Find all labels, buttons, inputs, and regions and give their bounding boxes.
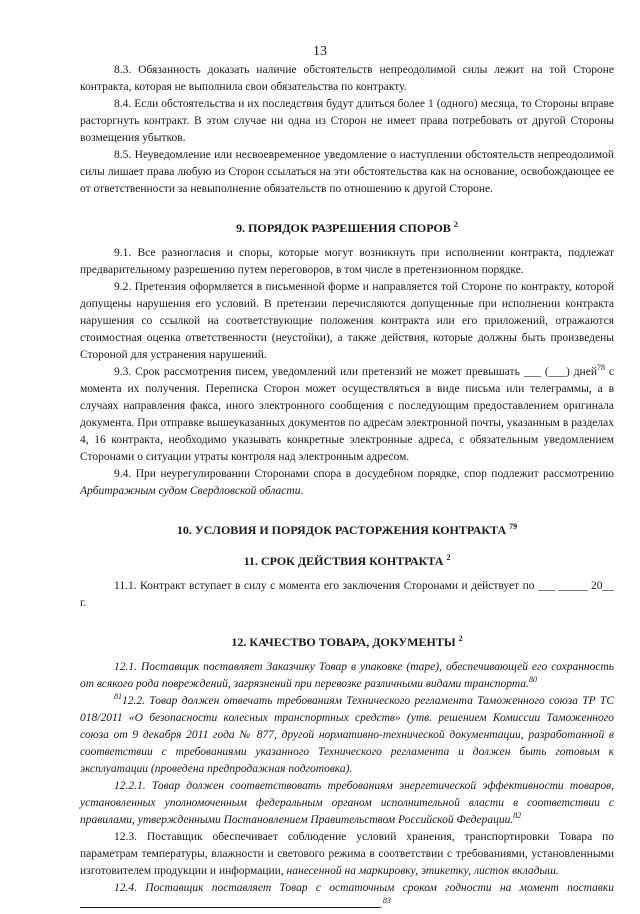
clause-12-4 (80, 880, 614, 914)
clause-12-2-text: 12.2. Товар должен отвечать требованиям Технического регламента Таможенного союза ТР ТС 018/2011 «О безопасности колесных транспортных средств» (утв. решением Комиссии Таможенного союза от 9 декабря 2011 года № 877, другой нормативно-технической документации, разработанной в соответствии с требованиями указанного Технического регламента и должен быть готовым к эксплуатации (проведена предпродажная подготовка). (80, 695, 614, 775)
section-9-title: 9. ПОРЯДОК РАЗРЕШЕНИЯ СПОРОВ (236, 221, 451, 235)
footnote-ref: 78 (596, 363, 605, 373)
clause-12-1 (80, 659, 614, 693)
court-name: Арбитражным судом Свердловской области (80, 485, 301, 497)
footnote-ref: 79 (509, 522, 518, 531)
footnote-ref: 82 (513, 811, 522, 821)
clause-12-1-text: 12.1. Поставщик поставляет Заказчику Товар в упаковке (таре), обеспечивающей его сохранность от всякого рода повреждений, загрязнений при перевозке различными видами транспорта. (80, 661, 614, 690)
footnote-ref: 2 (458, 634, 463, 643)
section-11-heading (80, 553, 614, 570)
clause-8-5: 8.5. Неуведомление или несвоевременное уведомление о наступлении обстоятельств непреодолимой силы лишает права любую из Сторон ссылаться на эти обстоятельства как на основание, освобождающее ее от ответственности за невыполнение обязательств по отношению к другой Стороне. (80, 149, 614, 195)
footnote-ref: 2 (446, 553, 451, 562)
clause-12-3 (80, 829, 614, 880)
section-10-heading (80, 522, 614, 539)
section-12-title: 12. КАЧЕСТВО ТОВАРА, ДОКУМЕНТЫ (231, 635, 456, 649)
fill-in-blank (80, 897, 380, 908)
page-number: 13 (313, 44, 327, 59)
clause-12-3-end: нанесенной на маркировку, этикетку, листок вкладыш. (286, 865, 559, 877)
footnote-ref: 83 (382, 896, 391, 906)
clause-9-3 (80, 364, 614, 466)
clause-12-3-start: 12.3. Поставщик обеспечивает соблюдение условий хранения, транспортировки Товара по параметрам температуры, влажности и светового режима в соответствии с требованиями, установленными изготовителем продукции и информации, (80, 831, 614, 877)
clause-9-1: 9.1. Все разногласия и споры, которые могут возникнуть при исполнении контракта, подлежат предварительному разрешению путем переговоров, в том числе в претензионном порядке. (80, 247, 614, 276)
clause-9-4-end: . (300, 485, 304, 497)
clause-11-1: 11.1. Контракт вступает в силу с момента его заключения Сторонами и действует по ___ _____ 20__ г. (80, 580, 614, 609)
clause-8-3: 8.3. Обязанность доказать наличие обстоятельств непреодолимой силы лежит на той Стороне контракта, которая не выполнила свои обязательства по контракту. (80, 64, 614, 93)
clause-9-3-end: с момента их получения. Переписка Сторон может осуществляться в виде письма или телеграммы, а в случаях направления факса, иного электронного сообщения с последующим предоставлением оригинала документа. При отправке вышеуказанных документов по адресам электронной почты, указанным в разделах 4, 16 контракта, необходимо указывать конкретные электронные адреса, с обязательным уведомлением Сторонами о ситуации утраты контроля над электронным адресом. (80, 366, 614, 463)
section-9-heading (80, 220, 614, 237)
footnote-ref: 80 (528, 675, 537, 685)
clause-12-4-end: . (380, 899, 383, 911)
page-content (80, 62, 614, 914)
section-12-heading (80, 634, 614, 651)
clause-12-2-1 (80, 778, 614, 829)
clause-12-2 (80, 693, 614, 778)
clause-9-4-start: 9.4. При неурегулировании Сторонами спора в досудебном порядке, спор подлежит рассмотрению (114, 468, 614, 480)
clause-12-4-text: 12.4. Поставщик поставляет Товар с остаточным сроком годности на момент поставки (114, 882, 614, 894)
clause-12-2-1-text: 12.2.1. Товар должен соответствовать требованиям энергетической эффективности товаров, установленных уполномоченным федеральным органом исполнительной власти в соответствии с правилами, утвержденными Постановлением Правительством Российской Федерации. (80, 780, 614, 826)
clause-9-4 (80, 466, 614, 500)
clause-8-4: 8.4. Если обстоятельства и их последствия будут длиться более 1 (одного) месяца, то Стороны вправе расторгнуть контракт. В этом случае ни одна из Сторон не имеет права потребовать от другой Стороны возмещения убытков. (80, 98, 614, 144)
clause-9-3-start: 9.3. Срок рассмотрения писем, уведомлений или претензий не может превышать ___ (___) дней (114, 366, 597, 378)
section-11-title: 11. СРОК ДЕЙСТВИЯ КОНТРАКТА (243, 554, 444, 568)
footnote-ref: 2 (453, 220, 458, 229)
section-10-title: 10. УСЛОВИЯ И ПОРЯДОК РАСТОРЖЕНИЯ КОНТРАКТА (176, 523, 507, 537)
footnote-ref: 81 (114, 692, 122, 702)
clause-9-2: 9.2. Претензия оформляется в письменной форме и направляется той Стороне по контракту, которой допущены нарушения его условий. В претензии перечисляются допущенные при исполнении контракта нарушения со ссылкой на соответствующие положения контракта или его приложений, отражаются стоимостная оценка ответственности (неустойки), а также действия, которые должны быть произведены Стороной для устранения нарушений. (80, 281, 614, 361)
